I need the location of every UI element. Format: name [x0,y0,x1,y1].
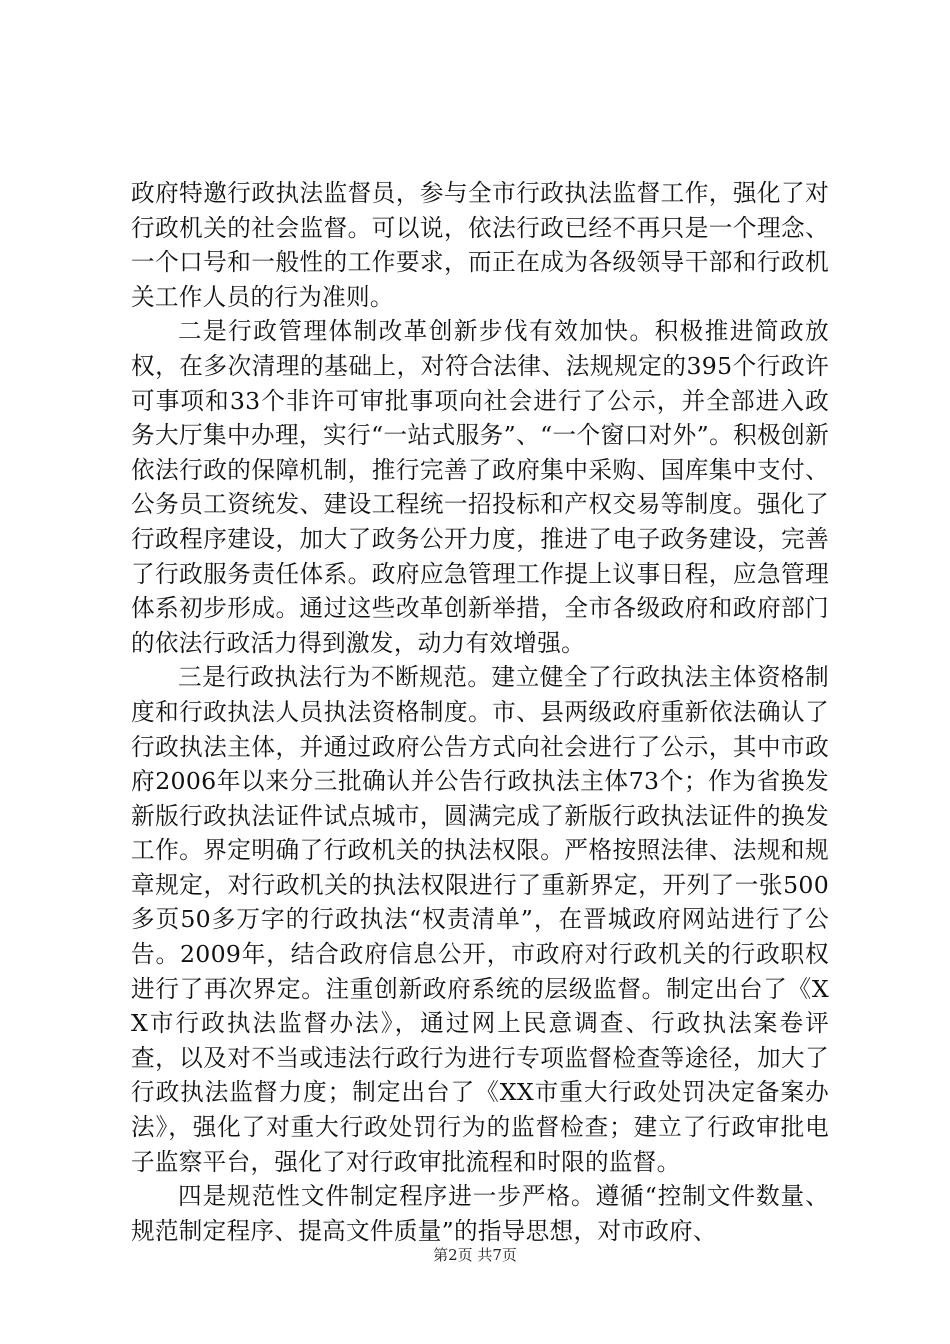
paragraph-item-four: 四是规范性文件制定程序进一步严格。遵循“控制文件数量、规范制定程序、提高文件质量”的指导思想，对市政府、 [131,1182,829,1245]
page-footer [0,1245,950,1265]
paragraph-item-two: 二是行政管理体制改革创新步伐有效加快。积极推进简政放权，在多次清理的基础上，对符合法律、法规规定的395个行政许可事项和33个非许可审批事项向社会进行了公示，并全部进入政务大厅集中办理，实行“一站式服务”、“一个窗口对外”。积极创新依法行政的保障机制，推行完善了政府集中采购、国库集中支付、公务员工资统发、建设工程统一招投标和产权交易等制度。强化了行政程序建设，加大了政务公开力度，推进了电子政务建设，完善了行政服务责任体系。政府应急管理工作提上议事日程，应急管理体系初步形成。通过这些改革创新举措，全市各级政府和政府部门的依法行政活力得到激发，动力有效增强。 [131,317,829,657]
paragraph-continuation: 政府特邀行政执法监督员，参与全市行政执法监督工作，强化了对行政机关的社会监督。可以说，依法行政已经不再只是一个理念、一个口号和一般性的工作要求，而正在成为各级领导干部和行政机关工作人员的行为准则。 [131,179,829,311]
page-number: 第2页 共7页 [433,1246,517,1264]
document-body [131,176,829,1248]
paragraph-item-three: 三是行政执法行为不断规范。建立健全了行政执法主体资格制度和行政执法人员执法资格制度。市、县两级政府重新依法确认了行政执法主体，并通过政府公告方式向社会进行了公示，其中市政府2006年以来分三批确认并公告行政执法主体73个；作为省换发新版行政执法证件试点城市，圆满完成了新版行政执法证件的换发工作。界定明确了行政机关的执法权限。严格按照法律、法规和规章规定，对行政机关的执法权限进行了重新界定，开列了一张500多页50多万字的行政执法“权责清单”，在晋城政府网站进行了公告。2009年，结合政府信息公开，市政府对行政机关的行政职权进行了再次界定。注重创新政府系统的层级监督。制定出台了《XX市行政执法监督办法》，通过网上民意调查、行政执法案卷评查，以及对不当或违法行政行为进行专项监督检查等途径，加大了行政执法监督力度；制定出台了《XX市重大行政处罚决定备案办法》，强化了对重大行政处罚行为的监督检查；建立了行政审批电子监察平台，强化了对行政审批流程和时限的监督。 [131,663,829,1176]
